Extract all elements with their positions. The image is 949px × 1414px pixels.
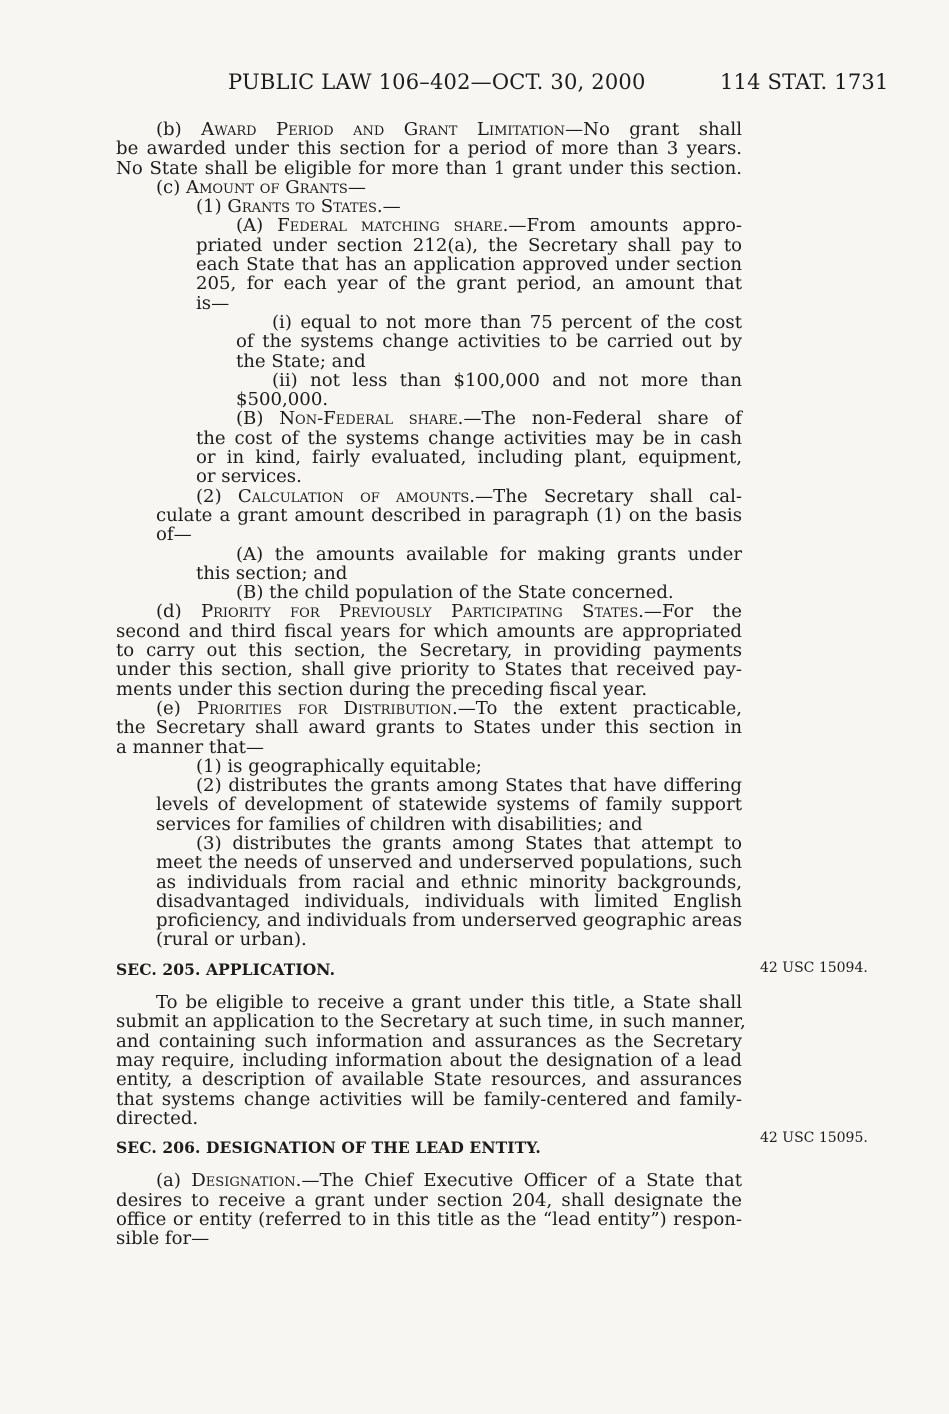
subsection-heading: Priorities for Distribution <box>196 697 452 719</box>
spacer <box>116 1128 742 1138</box>
text-line: (a) Designation.—The Chief Executive Officer of a State that <box>156 1170 742 1192</box>
text-line: priated under section 212(a), the Secretary shall pay to <box>196 234 742 256</box>
text-line: of the systems change activities to be carried out by <box>236 331 742 353</box>
text-line: of— <box>156 524 192 546</box>
text-line: this section; and <box>196 562 348 584</box>
subparagraph-A <box>196 216 742 312</box>
text-line: $500,000. <box>236 389 329 411</box>
spacer <box>116 1157 742 1171</box>
subsection-e <box>116 699 742 950</box>
text-line: as individuals from racial and ethnic minority backgrounds, <box>156 871 742 893</box>
subsection-c <box>116 178 742 603</box>
running-header-stat-page: 114 STAT. 1731 <box>720 70 889 94</box>
text-line: To be eligible to receive a grant under this title, a State shall <box>156 992 742 1014</box>
subsection-b <box>116 120 742 178</box>
text-line: be awarded under this section for a period of more than 3 years. <box>116 138 742 160</box>
paragraph-2-subparagraph-A <box>196 545 742 584</box>
text-line: second and third fiscal years for which amounts are appropriated <box>116 620 742 642</box>
text-line: each State that has an application approved under section <box>196 254 742 276</box>
text-line: or services. <box>196 466 302 488</box>
text-line: disadvantaged individuals, individuals with limited English <box>156 890 742 912</box>
text-line: under this section, shall give priority to States that received pay- <box>116 659 742 681</box>
margin-note-usc-15094: 42 USC 15094. <box>760 960 868 976</box>
paragraph-heading: Calculation of amounts <box>237 485 470 507</box>
text-line: culate a grant amount described in paragraph (1) on the basis <box>156 504 742 526</box>
text-line: or in kind, fairly evaluated, including plant, equipment, <box>196 447 742 469</box>
subparagraph-B <box>196 409 742 486</box>
text-line: submit an application to the Secretary at such time, in such manner, <box>116 1011 746 1033</box>
text-line: No State shall be eligible for more than 1 grant under this section. <box>116 157 742 179</box>
text-line: (i) equal to not more than 75 percent of the cost <box>272 311 742 333</box>
text-line: desires to receive a grant under section 204, shall designate the <box>116 1189 742 1211</box>
section-heading-206: SEC. 206. DESIGNATION OF THE LEAD ENTITY. <box>116 1138 541 1158</box>
paragraph-3 <box>156 834 742 950</box>
text-line: (1) Grants to States.— <box>196 196 401 218</box>
subsection-heading: Award Period and Grant Limitation <box>201 119 566 140</box>
text-line: (B) Non-Federal share.—The non-Federal share of <box>236 408 743 430</box>
text-line: ments under this section during the preceding fiscal year. <box>116 678 648 700</box>
text-line: the Secretary shall award grants to States under this section in <box>116 717 742 739</box>
margin-note-usc-15095: 42 USC 15095. <box>760 1130 868 1146</box>
text-line: levels of development of statewide systems of family support <box>156 794 742 816</box>
text-line: (3) distributes the grants among States that attempt to <box>196 832 742 854</box>
text-line: (rural or urban). <box>156 929 307 951</box>
paragraph-heading: Grants to States <box>227 196 377 218</box>
text-line: (2) Calculation of amounts.—The Secretary shall cal- <box>196 485 742 507</box>
text-line: proficiency, and individuals from underserved geographic areas <box>156 910 742 932</box>
text-line: services for families of children with disabilities; and <box>156 813 643 835</box>
paragraph-2 <box>156 487 742 545</box>
clause-i <box>236 313 742 371</box>
text-line: to carry out this section, the Secretary, in providing payments <box>116 640 742 662</box>
text-line: (ii) not less than $100,000 and not more than <box>272 369 742 391</box>
text-line: meet the needs of unserved and underserved populations, such <box>156 852 742 874</box>
subsection-heading: Amount of Grants <box>186 176 348 198</box>
text-line: may require, including information about the designation of a lead <box>116 1049 742 1071</box>
text-line: directed. <box>116 1107 199 1129</box>
subsection-heading: Designation <box>191 1170 296 1192</box>
section-heading-205: SEC. 205. APPLICATION. <box>116 959 336 979</box>
text-line: is— <box>196 292 230 314</box>
running-header-title: PUBLIC LAW 106–402—OCT. 30, 2000 <box>228 70 646 94</box>
text-line: a manner that— <box>116 736 264 758</box>
spacer <box>116 979 742 993</box>
paragraph-1: (1) is geographically equitable; <box>196 755 482 777</box>
text-line: 205, for each year of the grant period, an amount that <box>196 273 742 295</box>
text-line: (A) Federal matching share.—From amounts appro- <box>236 215 743 237</box>
section-206-body <box>116 1171 742 1248</box>
section-205-body <box>116 992 746 1129</box>
subparagraph-heading: Non-Federal share <box>279 408 458 430</box>
clause-ii <box>236 371 742 410</box>
text-line: that systems change activities will be family-centered and family- <box>116 1088 742 1110</box>
text-line: sible for— <box>116 1228 210 1250</box>
text-line: (2) distributes the grants among States that have differing <box>196 775 742 797</box>
subsection-d <box>116 602 742 698</box>
spacer <box>116 950 742 960</box>
text-line: (A) the amounts available for making grants under <box>236 543 742 565</box>
text-line: the cost of the systems change activities may be in cash <box>196 427 742 449</box>
text-line: (d) Priority for Previously Participating States.—For the <box>156 601 742 623</box>
text-line: (c) Amount of Grants— <box>156 176 366 198</box>
paragraph-2-subparagraph-B: (B) the child population of the State concerned. <box>236 582 674 604</box>
text-line: entity, a description of available State resources, and assurances <box>116 1069 742 1091</box>
text-line: (b) Award Period and Grant Limitation—No grant shall <box>156 119 743 140</box>
paragraph-2 <box>156 776 742 834</box>
document-body <box>116 119 746 1250</box>
text-line: (e) Priorities for Distribution.—To the extent practicable, <box>156 697 743 719</box>
subparagraph-heading: Federal matching share <box>277 215 503 237</box>
text-line: and containing such information and assurances as the Secretary <box>116 1030 742 1052</box>
subsection-heading: Priority for Previously Participating States <box>200 601 639 623</box>
text-line: office or entity (referred to in this title as the “lead entity”) respon- <box>116 1209 742 1231</box>
text-line: the State; and <box>236 350 366 372</box>
